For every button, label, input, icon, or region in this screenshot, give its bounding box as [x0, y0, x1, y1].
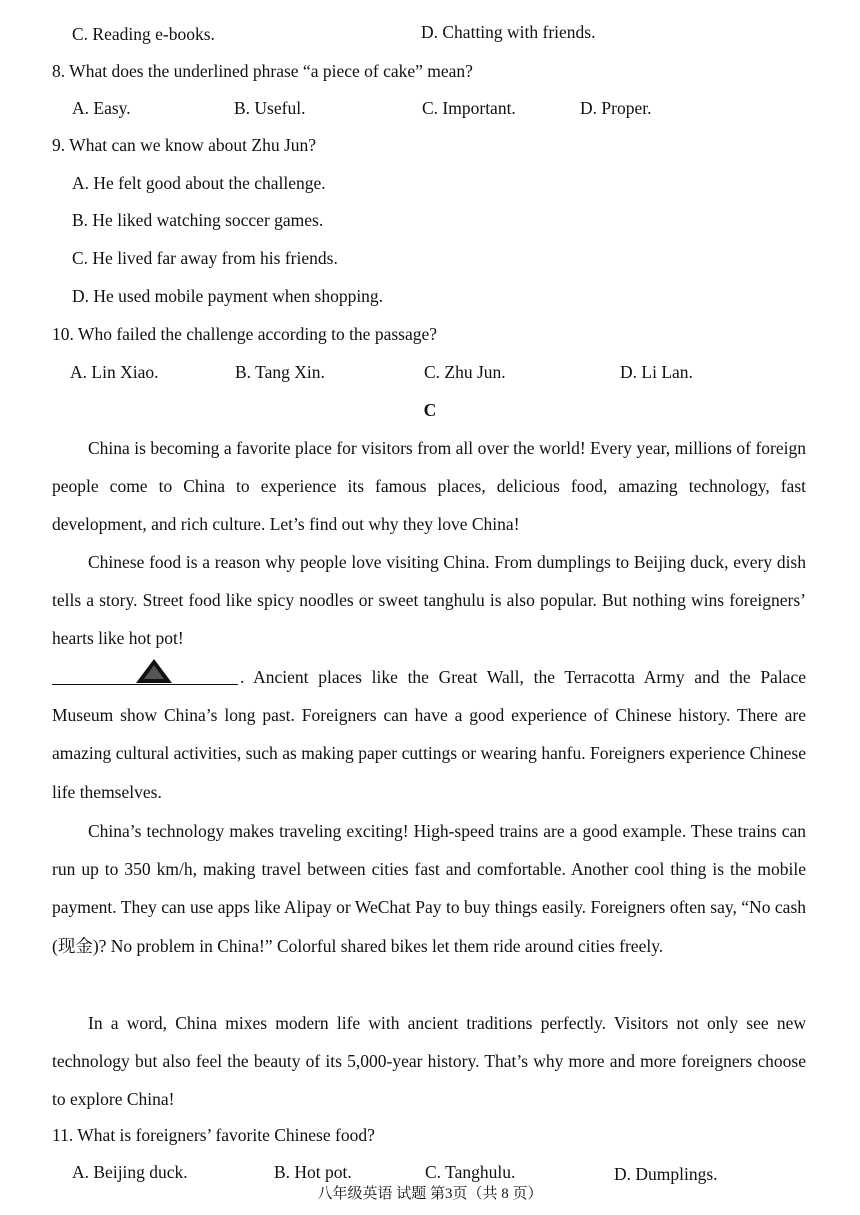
q9-option-c: C. He lived far away from his friends.: [72, 248, 338, 268]
passage-paragraph-5-text: In a word, China mixes modern life with ancient traditions perfectly. Visitors not only see new technology but also feel the beauty of its 5,000-year history. That’s why more and more foreigners choose to explore China!: [52, 1013, 806, 1110]
q9-question: 9. What can we know about Zhu Jun?: [52, 135, 317, 155]
q11-option-c: C. Tanghulu.: [425, 1162, 516, 1182]
q8-question: 8. What does the underlined phrase “a piece of cake” mean?: [52, 61, 473, 81]
passage-paragraph-4-text: China’s technology makes traveling exciting! High-speed trains are a good example. These trains can run up to 350 km/h, making travel between cities fast and comfortable. Another cool thing is the mobile payment. They can use apps like Alipay or WeChat Pay to buy things easily. Foreigners often say, “No cash (现金)? No problem in China!” Colorful shared bikes let them ride around cities freely.: [52, 821, 806, 956]
passage-paragraph-3-text: . Ancient places like the Great Wall, the Terracotta Army and the Palace Museum show China’s long past. Foreigners can have a good experience of Chinese history. There are amazing cultural activities, such as making paper cuttings or wearing hanfu. Foreigners experience Chinese life themselves.: [52, 667, 806, 802]
q10-option-b: B. Tang Xin.: [235, 362, 325, 382]
passage-paragraph-4: [52, 812, 806, 965]
answer-blank: [52, 664, 238, 685]
q9-option-a: A. He felt good about the challenge.: [72, 173, 326, 193]
q8-option-b: B. Useful.: [234, 98, 306, 118]
q11-option-d: D. Dumplings.: [614, 1164, 718, 1184]
passage-paragraph-3: [52, 658, 806, 811]
q10-option-d: D. Li Lan.: [620, 362, 693, 382]
q10-option-a: A. Lin Xiao.: [70, 362, 159, 382]
passage-paragraph-5: [52, 1004, 806, 1119]
q7-option-c: C. Reading e-books.: [72, 24, 215, 44]
q9-option-b: B. He liked watching soccer games.: [72, 210, 324, 230]
q8-option-a: A. Easy.: [72, 98, 131, 118]
passage-paragraph-2-text: Chinese food is a reason why people love visiting China. From dumplings to Beijing duck, every dish tells a story. Street food like spicy noodles or sweet tanghulu is also popular. But nothing wins foreigners’ hearts like hot pot!: [52, 552, 806, 649]
passage-paragraph-2: [52, 543, 806, 658]
q7-option-d: D. Chatting with friends.: [421, 22, 596, 42]
q11-question: 11. What is foreigners’ favorite Chinese food?: [52, 1125, 375, 1145]
q10-question: 10. Who failed the challenge according to the passage?: [52, 324, 438, 344]
q11-option-a: A. Beijing duck.: [72, 1162, 188, 1182]
passage-paragraph-1: [52, 429, 806, 544]
q9-option-d: D. He used mobile payment when shopping.: [72, 286, 384, 306]
q10-option-c: C. Zhu Jun.: [424, 362, 506, 382]
q8-option-d: D. Proper.: [580, 98, 652, 118]
q11-option-b: B. Hot pot.: [274, 1162, 352, 1182]
triangle-marker-icon: [134, 658, 174, 684]
q8-option-c: C. Important.: [422, 98, 516, 118]
page-footer: 八年级英语 试题 第3页（共 8 页）: [317, 1186, 543, 1202]
passage-paragraph-1-text: China is becoming a favorite place for visitors from all over the world! Every year, millions of foreign people come to China to experience its famous places, delicious food, amazing technology, fast development, and rich culture. Let’s find out why they love China!: [52, 438, 806, 535]
section-c-heading: C: [423, 400, 437, 420]
